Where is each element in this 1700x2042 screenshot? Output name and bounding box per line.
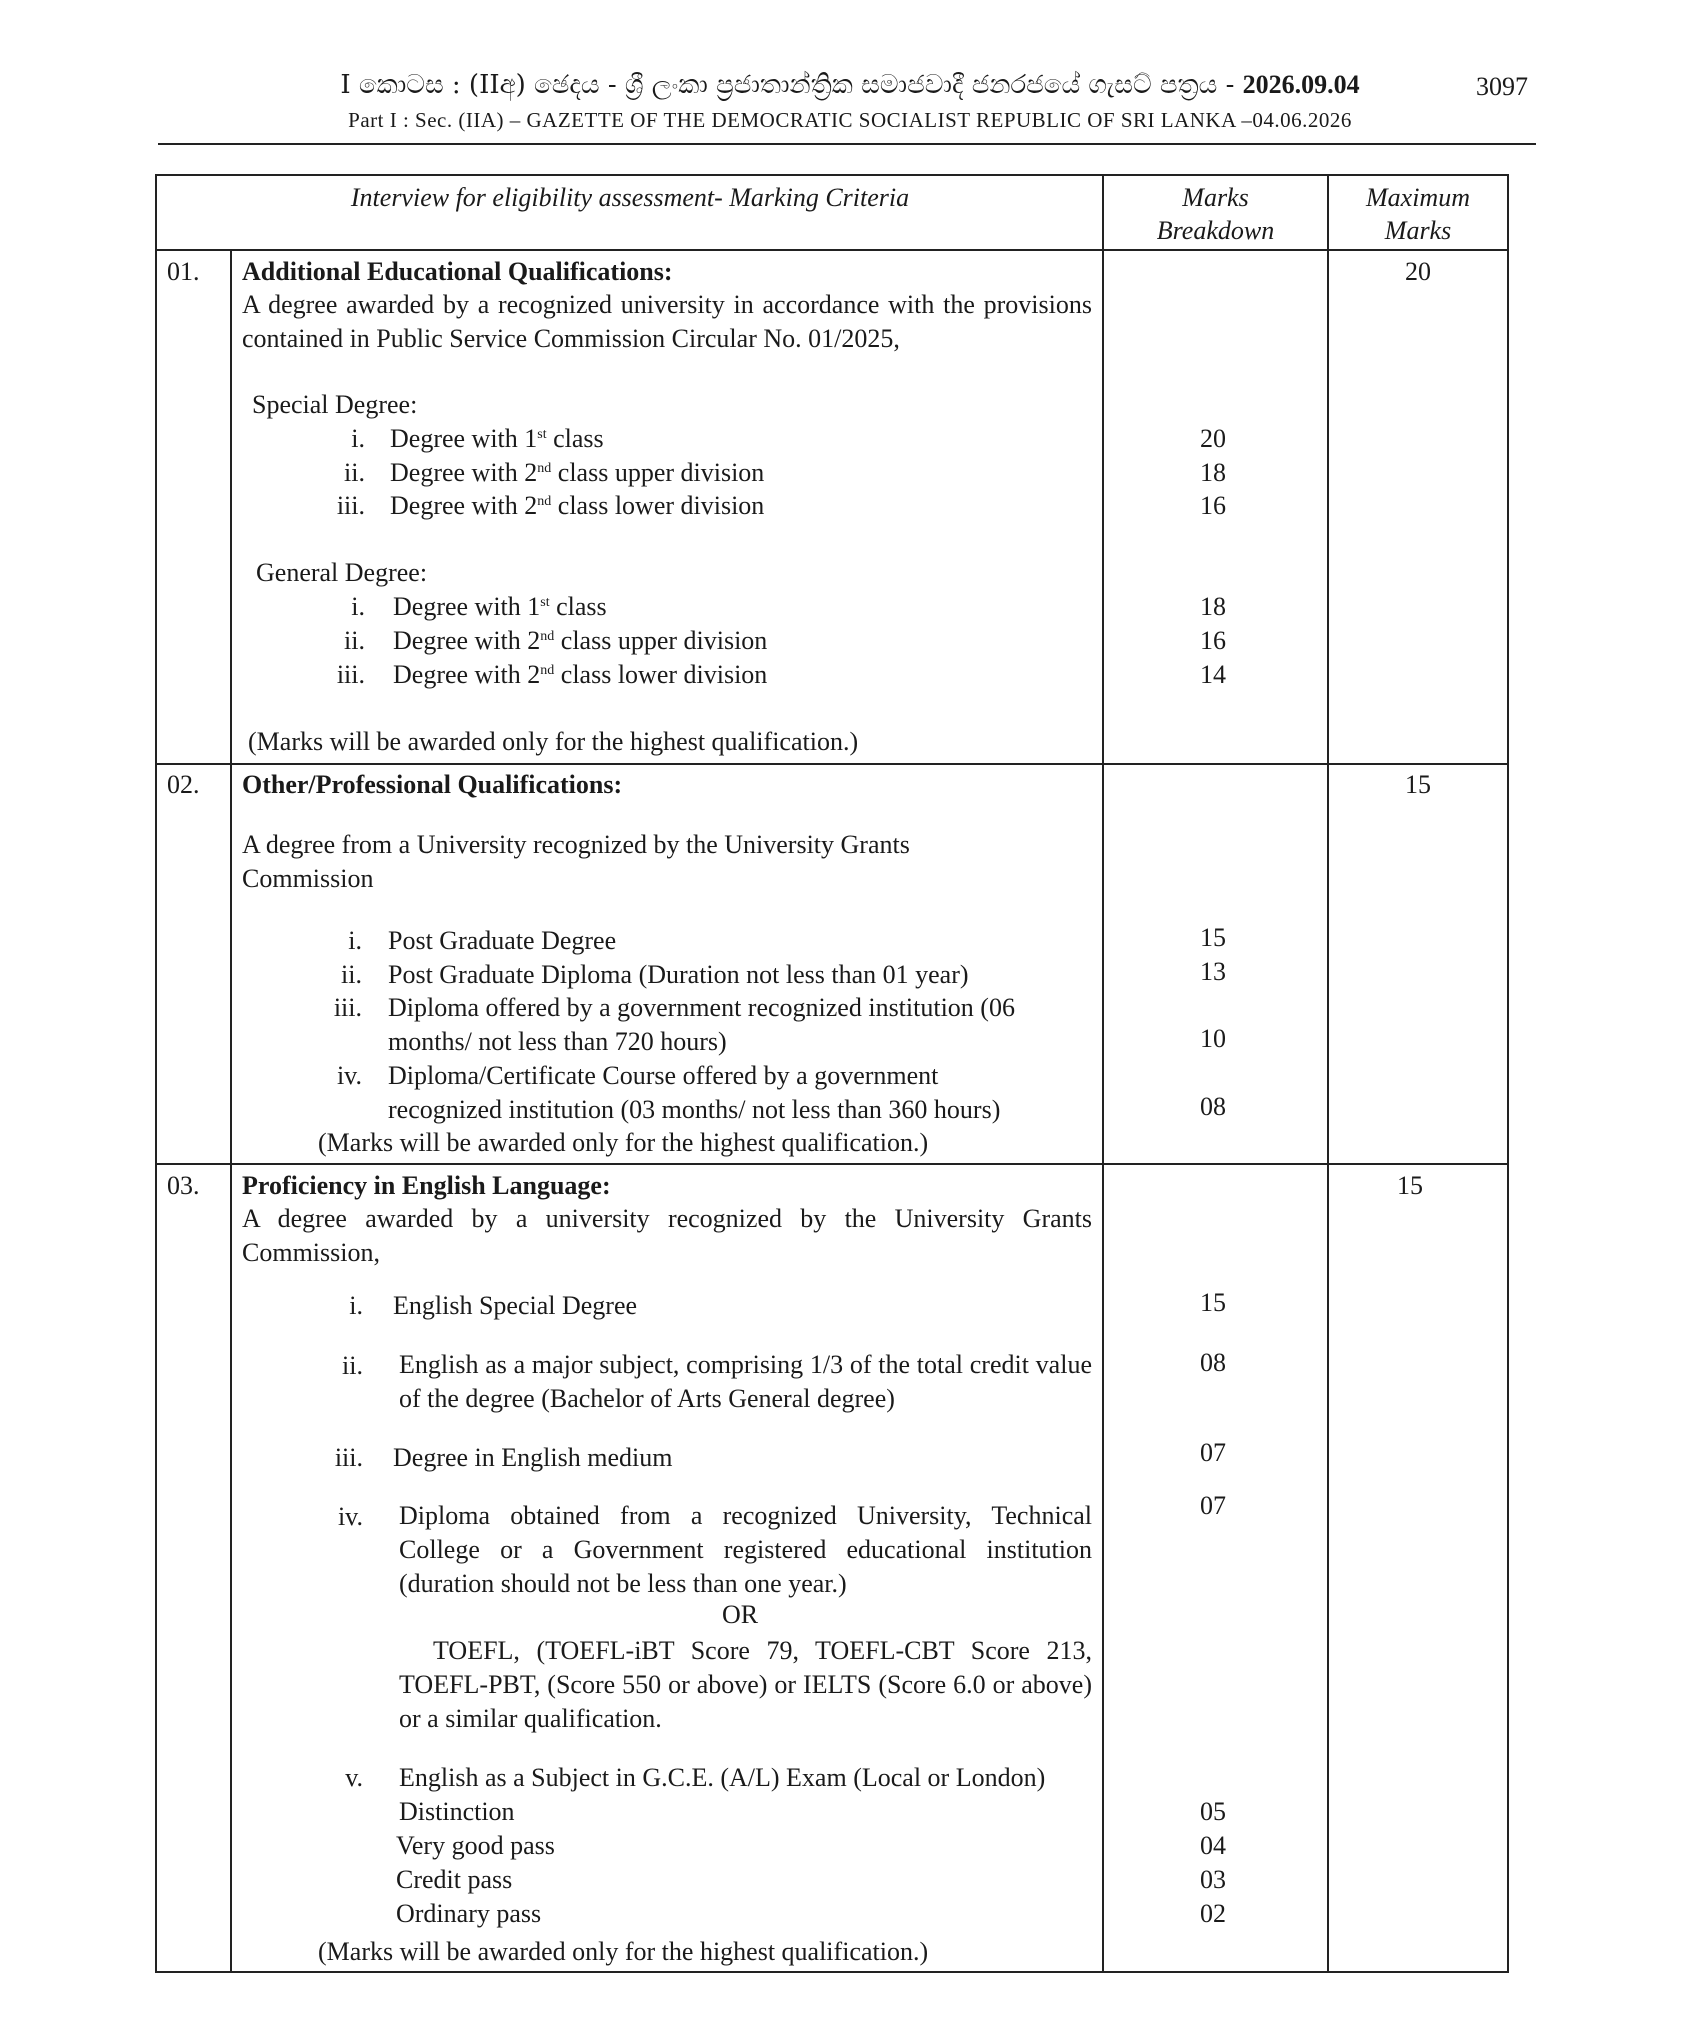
- header-rule: [158, 143, 1536, 145]
- item-numeral: i.: [351, 424, 365, 453]
- item-mark: 07: [1200, 1491, 1226, 1520]
- item-numeral: v.: [345, 1763, 363, 1792]
- table-bottom-border: [155, 1971, 1509, 1973]
- header-sinhala-date: 2026.09.04: [1242, 70, 1360, 99]
- grade-mark: 04: [1200, 1831, 1226, 1860]
- item-numeral: ii.: [342, 1351, 363, 1380]
- row-divider: [155, 763, 1509, 765]
- item-text-continued: months/ not less than 720 hours): [388, 1027, 727, 1056]
- maximum-marks: 15: [1397, 1171, 1423, 1200]
- maximum-column-header-line2: Marks: [1384, 216, 1452, 245]
- section-intro: A degree awarded by a university recognized by the University Grants Commission,: [242, 1204, 1092, 1267]
- maximum-marks: 20: [1405, 257, 1431, 286]
- item-text: Degree in English medium: [393, 1443, 673, 1472]
- item-mark: 18: [1200, 592, 1226, 621]
- item-numeral: ii.: [341, 960, 362, 989]
- section-title: Additional Educational Qualifications:: [242, 257, 673, 286]
- row-divider: [155, 1163, 1509, 1165]
- section-number: 03.: [167, 1171, 200, 1200]
- item-mark: 08: [1200, 1348, 1226, 1377]
- breakdown-column-header-line2: Breakdown: [1156, 216, 1275, 245]
- breakdown-column-divider: [1327, 174, 1329, 1973]
- maximum-marks: 15: [1405, 770, 1431, 799]
- item-text: Post Graduate Degree: [388, 926, 617, 955]
- gazette-header-sinhala: [0, 70, 1700, 101]
- item-text-continued: recognized institution (03 months/ not less than 360 hours): [388, 1095, 1001, 1124]
- item-mark: 16: [1200, 626, 1226, 655]
- item-numeral: ii.: [344, 458, 365, 487]
- item-text: Degree with 1st class: [393, 592, 607, 621]
- item-text: Degree with 2nd class upper division: [390, 458, 765, 487]
- subheading-special-degree: Special Degree:: [252, 390, 418, 419]
- or-separator: OR: [722, 1600, 759, 1629]
- item-text: English as a Subject in G.C.E. (A/L) Exam (Local or London): [399, 1763, 1046, 1792]
- row-divider: [155, 249, 1509, 251]
- item-text: English as a major subject, comprising 1/3 of the total credit value of the degree (Bachelor of Arts General degree): [399, 1350, 1092, 1413]
- section-number: 01.: [167, 257, 200, 286]
- section-note: (Marks will be awarded only for the highest qualification.): [248, 727, 859, 756]
- page-number: 3097: [1476, 72, 1528, 101]
- grade-label: Distinction: [399, 1797, 515, 1826]
- item-mark: 10: [1200, 1024, 1226, 1053]
- item-numeral: iv.: [337, 1502, 363, 1531]
- section-intro: A degree awarded by a recognized university in accordance with the provisions contained in Public Service Commission Circular No. 01/2025,: [242, 290, 1092, 353]
- item-numeral: i.: [351, 592, 365, 621]
- section-intro-line2: Commission: [242, 864, 374, 893]
- item-numeral: iii.: [336, 491, 365, 520]
- section-note: (Marks will be awarded only for the highest qualification.): [318, 1937, 929, 1966]
- item-mark: 13: [1200, 957, 1226, 986]
- table-left-border: [155, 174, 157, 1973]
- item-numeral: iv.: [336, 1061, 362, 1090]
- item-mark: 20: [1200, 424, 1226, 453]
- item-numeral: iii.: [333, 993, 362, 1022]
- item-numeral: i.: [348, 926, 362, 955]
- item-text: Diploma/Certificate Course offered by a government: [388, 1061, 939, 1090]
- table-right-border: [1507, 174, 1509, 1973]
- grade-mark: 05: [1200, 1797, 1226, 1826]
- item-numeral: iii.: [334, 1443, 363, 1472]
- grade-label: Very good pass: [396, 1831, 555, 1860]
- item-mark: 15: [1200, 923, 1226, 952]
- item-text: Diploma offered by a government recognized institution (06: [388, 993, 1015, 1022]
- item-text: Degree with 2nd class upper division: [393, 626, 768, 655]
- item-mark: 08: [1200, 1092, 1226, 1121]
- item-text-alternative: TOEFL, (TOEFL-iBT Score 79, TOEFL-CBT Score 213, TOEFL-PBT, (Score 550 or above) or IELTS (Score 6.0 or above) or a similar qualification.: [399, 1636, 1092, 1733]
- grade-mark: 02: [1200, 1899, 1226, 1928]
- criteria-column-divider: [1102, 174, 1104, 1973]
- section-title: Other/Professional Qualifications:: [242, 770, 623, 799]
- item-text: English Special Degree: [393, 1291, 638, 1320]
- subheading-general-degree: General Degree:: [256, 558, 428, 587]
- grade-label: Credit pass: [396, 1865, 513, 1894]
- table-top-border: [155, 174, 1509, 176]
- section-number: 02.: [167, 770, 200, 799]
- grade-mark: 03: [1200, 1865, 1226, 1894]
- item-text: Degree with 2nd class lower division: [393, 660, 768, 689]
- item-mark: 14: [1200, 660, 1226, 689]
- header-sinhala-text: I කොටස : (IIඅ) ඡෙදය - ශ්‍රී ලංකා ප්‍රජාතාන්ත්‍රික සමාජවාදී ජනරජයේ ගැසට් පත්‍රය -: [340, 70, 1243, 100]
- item-text: Degree with 2nd class lower division: [390, 491, 765, 520]
- item-numeral: ii.: [344, 626, 365, 655]
- number-column-divider: [230, 249, 232, 1973]
- item-mark: 16: [1200, 491, 1226, 520]
- gazette-header-english: Part I : Sec. (IIA) – GAZETTE OF THE DEMOCRATIC SOCIALIST REPUBLIC OF SRI LANKA –04.06.2026: [348, 108, 1352, 132]
- item-numeral: i.: [349, 1291, 363, 1320]
- item-mark: 15: [1200, 1288, 1226, 1317]
- breakdown-column-header-line1: Marks: [1182, 183, 1249, 212]
- section-intro-line1: A degree from a University recognized by the University Grants: [242, 830, 910, 859]
- item-text: Diploma obtained from a recognized University, Technical College or a Government registered educational institution (duration should not be less than one year.): [399, 1501, 1092, 1598]
- section-title: Proficiency in English Language:: [242, 1171, 611, 1200]
- criteria-column-header: Interview for eligibility assessment- Marking Criteria: [350, 183, 910, 212]
- item-mark: 18: [1200, 458, 1226, 487]
- item-text: Post Graduate Diploma (Duration not less than 01 year): [388, 960, 969, 989]
- maximum-column-header-line1: Maximum: [1366, 183, 1470, 212]
- grade-label: Ordinary pass: [396, 1899, 542, 1928]
- item-mark: 07: [1200, 1438, 1226, 1467]
- item-text: Degree with 1st class: [390, 424, 604, 453]
- section-note: (Marks will be awarded only for the highest qualification.): [318, 1128, 929, 1157]
- item-numeral: iii.: [336, 660, 365, 689]
